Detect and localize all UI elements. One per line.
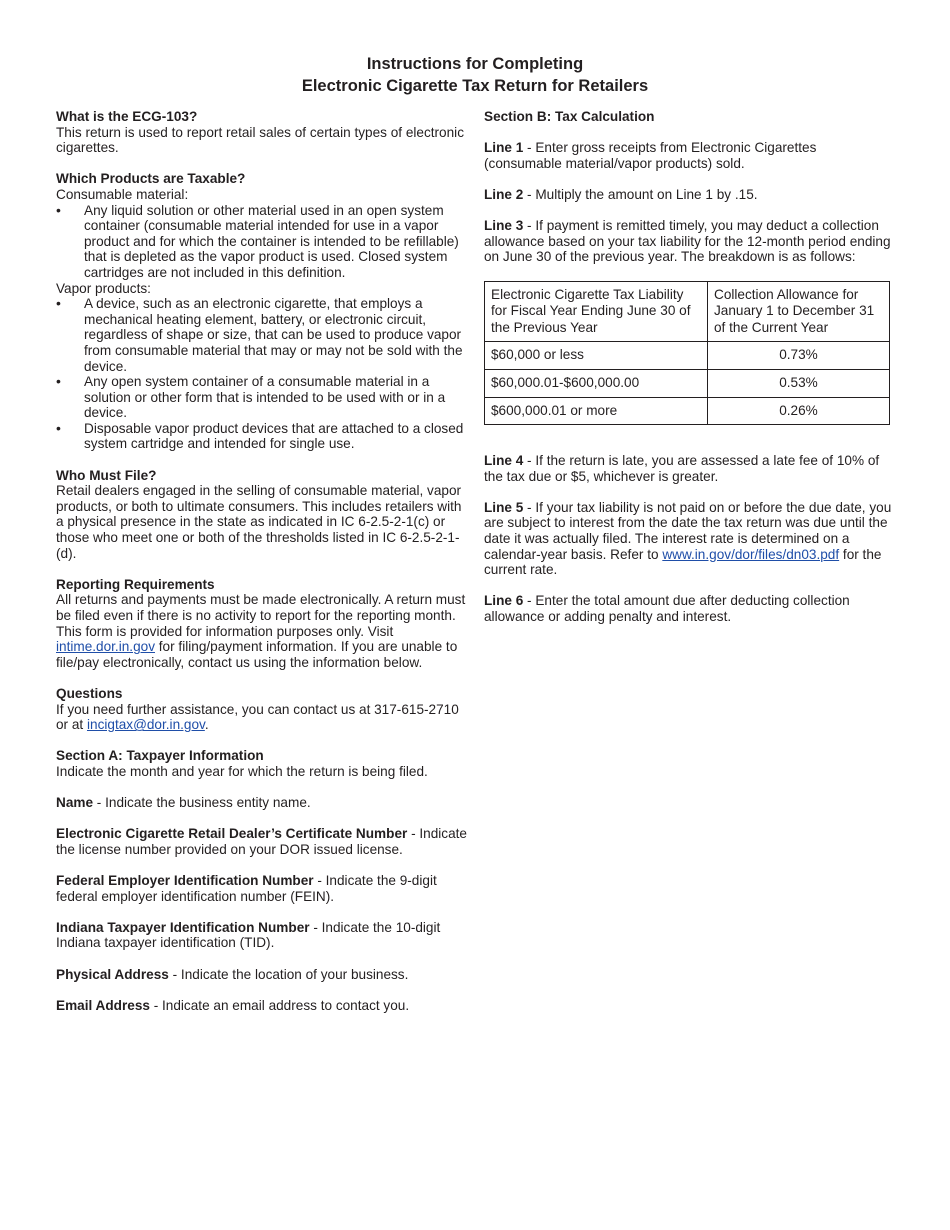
field-fein xyxy=(56,873,470,904)
field-desc: - Indicate an email address to contact you. xyxy=(149,997,410,1013)
list-item: • Disposable vapor product devices that are attached to a closed system cartridge and intended for single use. xyxy=(56,421,470,452)
field-email-address xyxy=(56,998,470,1014)
table-cell: 0.26% xyxy=(708,397,890,425)
reporting-heading: Reporting Requirements xyxy=(56,576,215,592)
field-name xyxy=(56,795,470,811)
who-heading: Who Must File? xyxy=(56,467,157,483)
list-item: • A device, such as an electronic cigarette, that employs a mechanical heating element, battery, or electronic circuit, regardless of shape or size, that can be used to produce vapor from consumable material that may or may not be sold with the device. xyxy=(56,296,470,374)
section-b xyxy=(484,109,894,125)
line-text: - If the return is late, you are assessed a late fee of 10% of the tax due or $5, whichever is greater. xyxy=(484,453,880,484)
right-column xyxy=(484,109,894,640)
line-label: Line 1 xyxy=(484,140,524,156)
reporting-text xyxy=(56,592,470,670)
what-is-text: This return is used to report retail sales of certain types of electronic cigarettes. xyxy=(56,124,464,156)
title-line-1: Instructions for Completing xyxy=(366,55,584,73)
vapor-label: Vapor products: xyxy=(56,280,151,296)
table-cell: 0.73% xyxy=(708,342,890,370)
section-taxable xyxy=(56,171,470,452)
table-header-row xyxy=(485,281,890,342)
email-link[interactable]: incigtax@dor.in.gov xyxy=(86,717,205,733)
consumable-label: Consumable material: xyxy=(56,186,189,202)
what-is-heading: What is the ECG-103? xyxy=(56,109,198,124)
field-physical-address xyxy=(56,967,470,983)
field-label: Email Address xyxy=(56,997,150,1013)
field-certificate-number xyxy=(56,826,470,857)
field-label: Indiana Taxpayer Identification Number xyxy=(56,919,310,935)
line-label: Line 4 xyxy=(484,453,524,469)
section-what-is xyxy=(56,109,470,156)
table-header-cell: Electronic Cigarette Tax Liability for Fiscal Year Ending June 30 of the Previous Year xyxy=(485,281,708,342)
collection-allowance-table xyxy=(484,281,890,426)
table-header-cell: Collection Allowance for January 1 to December 31 of the Current Year xyxy=(708,281,890,342)
field-label: Name xyxy=(56,795,94,811)
field-desc: - Indicate the 9-digit federal employer identification number (FEIN). xyxy=(56,873,437,904)
vapor-list xyxy=(56,296,470,452)
who-text: Retail dealers engaged in the selling of consumable material, vapor products, or both to ultimate consumers. This includes retailers with a physical presence in the state as indicated in IC 6-2.5-2-1(c) or those who meet one or both of the thresholds listed in IC 6-2.5-2-1-(d). xyxy=(56,483,462,561)
questions-text-after: . xyxy=(204,717,209,733)
field-desc: - Indicate the business entity name. xyxy=(93,795,311,811)
line-1 xyxy=(484,140,894,171)
reporting-text-before: All returns and payments must be made electronically. A return must be filed even if there is no activity to report for the reporting month. This form is provided for information purposes only. Visit xyxy=(56,592,466,639)
line-5 xyxy=(484,500,894,578)
intime-link[interactable]: intime.dor.in.gov xyxy=(56,639,155,655)
section-b-heading: Section B: Tax Calculation xyxy=(484,109,655,124)
line-label: Line 5 xyxy=(484,499,524,515)
line-text: - If payment is remitted timely, you may deduct a collection allowance based on your tax liability for the 12-month period ending on June 30 of the previous year. The breakdown is as follows: xyxy=(484,218,891,265)
questions-text xyxy=(56,702,470,733)
line-text-after: for the current rate. xyxy=(484,546,882,578)
field-desc: - Indicate the license number provided on your DOR issued license. xyxy=(56,826,467,857)
list-item: • Any open system container of a consumable material in a solution or other form that is intended to be used with or in a device. xyxy=(56,374,470,421)
consumable-list xyxy=(56,203,470,281)
line-3 xyxy=(484,218,894,265)
table-row xyxy=(485,397,890,425)
line-label: Line 6 xyxy=(484,593,524,609)
table-cell: $60,000 or less xyxy=(485,342,708,370)
dn03-link[interactable]: www.in.gov/dor/files/dn03.pdf xyxy=(662,546,840,562)
line-6 xyxy=(484,593,894,624)
document-title xyxy=(0,53,950,97)
questions-heading: Questions xyxy=(56,685,123,701)
taxable-heading: Which Products are Taxable? xyxy=(56,171,246,187)
left-column xyxy=(56,109,470,1029)
line-label: Line 3 xyxy=(484,218,524,234)
table-cell: 0.53% xyxy=(708,369,890,397)
section-a-heading: Section A: Taxpayer Information xyxy=(56,748,264,764)
title-line-2: Electronic Cigarette Tax Return for Retailers xyxy=(301,77,649,95)
line-2 xyxy=(484,187,894,203)
field-desc: - Indicate the location of your business. xyxy=(168,966,409,982)
line-text: - Multiply the amount on Line 1 by .15. xyxy=(523,186,758,202)
section-a xyxy=(56,748,470,779)
table-row xyxy=(485,342,890,370)
table-cell: $600,000.01 or more xyxy=(485,397,708,425)
section-who-must-file xyxy=(56,468,470,562)
line-text: - Enter the total amount due after deducting collection allowance or adding penalty and interest. xyxy=(484,593,850,625)
list-item: • Any liquid solution or other material used in an open system container (consumable material intended for use in a vapor product and for which the container is intended to be refillable) that is depleted as the vapor product is used. Closed system cartridges are not included in this definition. xyxy=(56,203,470,281)
line-label: Line 2 xyxy=(484,186,524,202)
field-label: Electronic Cigarette Retail Dealer’s Certificate Number xyxy=(56,826,408,842)
line-text: - Enter gross receipts from Electronic Cigarettes (consumable material/vapor products) sold. xyxy=(484,140,817,171)
questions-text-before: If you need further assistance, you can contact us at 317-615-2710 or at xyxy=(56,701,459,733)
field-label: Federal Employer Identification Number xyxy=(56,873,314,889)
field-tid xyxy=(56,920,470,951)
section-questions xyxy=(56,686,470,733)
line-4 xyxy=(484,453,894,484)
field-label: Physical Address xyxy=(56,966,169,982)
line-text-before: - If your tax liability is not paid on or before the due date, you are subject to interest from the date the tax return was due until the date it was actually filed. The interest rate is determined on a calendar-year basis. Refer to xyxy=(484,499,892,562)
reporting-text-after: for filing/payment information. If you are unable to file/pay electronically, contact us using the information below. xyxy=(56,639,458,670)
field-desc: - Indicate the 10-digit Indiana taxpayer identification (TID). xyxy=(56,919,441,951)
table-cell: $60,000.01-$600,000.00 xyxy=(485,369,708,397)
table-row xyxy=(485,369,890,397)
section-reporting xyxy=(56,577,470,671)
section-a-text: Indicate the month and year for which the return is being filed. xyxy=(56,763,428,779)
